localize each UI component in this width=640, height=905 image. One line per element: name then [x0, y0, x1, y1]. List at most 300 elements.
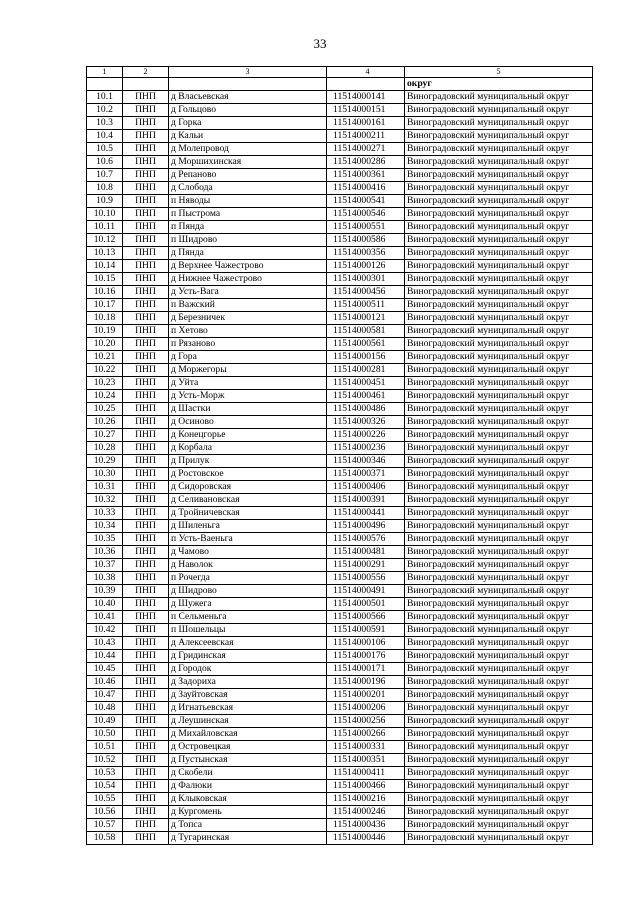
row-number-cell: 10.9: [87, 195, 123, 208]
municipality-cell: Виноградовский муниципальный округ: [405, 572, 593, 585]
settlement-name-cell: д Кургомень: [169, 806, 327, 819]
settlement-name-cell: д Тугаринская: [169, 832, 327, 845]
municipality-cell: Виноградовский муниципальный округ: [405, 442, 593, 455]
type-cell: ПНП: [123, 156, 169, 169]
type-cell: ПНП: [123, 819, 169, 832]
type-cell: ПНП: [123, 442, 169, 455]
municipality-cell: Виноградовский муниципальный округ: [405, 221, 593, 234]
row-number-cell: 10.55: [87, 793, 123, 806]
municipality-cell: Виноградовский муниципальный округ: [405, 351, 593, 364]
settlement-name-cell: д Нижнее Чажестрово: [169, 273, 327, 286]
oktmo-code-cell: 11514000466: [327, 780, 405, 793]
row-number-cell: 10.17: [87, 299, 123, 312]
row-number-cell: 10.19: [87, 325, 123, 338]
continuation-okrug-text: округ: [405, 78, 593, 91]
table-row: [87, 351, 593, 364]
municipality-cell: Виноградовский муниципальный округ: [405, 377, 593, 390]
settlement-name-cell: д Гольцово: [169, 104, 327, 117]
type-cell: ПНП: [123, 104, 169, 117]
row-number-cell: 10.28: [87, 442, 123, 455]
oktmo-code-cell: 11514000541: [327, 195, 405, 208]
oktmo-code-cell: 11514000121: [327, 312, 405, 325]
municipality-cell: Виноградовский муниципальный округ: [405, 598, 593, 611]
table-row: [87, 390, 593, 403]
settlement-name-cell: д Игнатьевская: [169, 702, 327, 715]
municipality-cell: Виноградовский муниципальный округ: [405, 663, 593, 676]
municipality-cell: Виноградовский муниципальный округ: [405, 130, 593, 143]
type-cell: ПНП: [123, 286, 169, 299]
oktmo-code-cell: 11514000481: [327, 546, 405, 559]
table-row: [87, 650, 593, 663]
settlement-name-cell: д Конецгорье: [169, 429, 327, 442]
header-col-3: 3: [169, 67, 327, 78]
table-row: [87, 182, 593, 195]
table-row: [87, 416, 593, 429]
type-cell: ПНП: [123, 585, 169, 598]
row-number-cell: 10.47: [87, 689, 123, 702]
table-row: [87, 689, 593, 702]
municipality-cell: Виноградовский муниципальный округ: [405, 702, 593, 715]
oktmo-code-cell: 11514000236: [327, 442, 405, 455]
table-row: [87, 377, 593, 390]
table-row: [87, 598, 593, 611]
settlement-name-cell: д Усть-Морж: [169, 390, 327, 403]
settlement-name-cell: д Горка: [169, 117, 327, 130]
oktmo-code-cell: 11514000331: [327, 741, 405, 754]
settlement-name-cell: д Шужега: [169, 598, 327, 611]
municipality-cell: Виноградовский муниципальный округ: [405, 429, 593, 442]
municipality-cell: Виноградовский муниципальный округ: [405, 312, 593, 325]
row-number-cell: 10.29: [87, 455, 123, 468]
row-number-cell: 10.2: [87, 104, 123, 117]
type-cell: ПНП: [123, 364, 169, 377]
settlement-name-cell: д Березничек: [169, 312, 327, 325]
municipality-cell: Виноградовский муниципальный округ: [405, 676, 593, 689]
settlement-name-cell: д Селивановская: [169, 494, 327, 507]
municipality-cell: Виноградовский муниципальный округ: [405, 559, 593, 572]
row-number-cell: 10.26: [87, 416, 123, 429]
row-number-cell: 10.32: [87, 494, 123, 507]
table-row: [87, 325, 593, 338]
municipality-cell: Виноградовский муниципальный округ: [405, 767, 593, 780]
row-number-cell: 10.10: [87, 208, 123, 221]
row-number-cell: 10.11: [87, 221, 123, 234]
municipality-cell: Виноградовский муниципальный округ: [405, 689, 593, 702]
municipality-cell: Виноградовский муниципальный округ: [405, 169, 593, 182]
row-number-cell: 10.24: [87, 390, 123, 403]
table-row: [87, 169, 593, 182]
municipality-cell: Виноградовский муниципальный округ: [405, 793, 593, 806]
municipality-cell: Виноградовский муниципальный округ: [405, 182, 593, 195]
type-cell: ПНП: [123, 416, 169, 429]
municipality-cell: Виноградовский муниципальный округ: [405, 247, 593, 260]
settlement-name-cell: д Гора: [169, 351, 327, 364]
oktmo-code-cell: 11514000586: [327, 234, 405, 247]
table-row: [87, 728, 593, 741]
settlement-name-cell: д Пустынская: [169, 754, 327, 767]
settlement-name-cell: д Репаново: [169, 169, 327, 182]
oktmo-code-cell: 11514000161: [327, 117, 405, 130]
oktmo-code-cell: 11514000256: [327, 715, 405, 728]
row-number-cell: 10.5: [87, 143, 123, 156]
row-number-cell: 10.7: [87, 169, 123, 182]
oktmo-code-cell: 11514000126: [327, 260, 405, 273]
settlement-name-cell: д Моржегоры: [169, 364, 327, 377]
type-cell: ПНП: [123, 598, 169, 611]
settlement-name-cell: д Клыковская: [169, 793, 327, 806]
type-cell: ПНП: [123, 117, 169, 130]
row-number-cell: 10.16: [87, 286, 123, 299]
row-number-cell: 10.39: [87, 585, 123, 598]
settlement-name-cell: п Хетово: [169, 325, 327, 338]
municipality-cell: Виноградовский муниципальный округ: [405, 91, 593, 104]
table-row: [87, 715, 593, 728]
row-number-cell: 10.4: [87, 130, 123, 143]
oktmo-code-cell: 11514000451: [327, 377, 405, 390]
type-cell: ПНП: [123, 260, 169, 273]
oktmo-code-cell: 11514000266: [327, 728, 405, 741]
table-row: [87, 572, 593, 585]
table-row: [87, 507, 593, 520]
header-col-1: 1: [87, 67, 123, 78]
settlement-name-cell: д Сидоровская: [169, 481, 327, 494]
row-number-cell: 10.30: [87, 468, 123, 481]
document-table: [86, 66, 593, 845]
table-row: [87, 780, 593, 793]
table-row: [87, 676, 593, 689]
row-number-cell: 10.20: [87, 338, 123, 351]
row-number-cell: 10.54: [87, 780, 123, 793]
settlement-name-cell: д Зауйтовская: [169, 689, 327, 702]
settlement-name-cell: д Михайловская: [169, 728, 327, 741]
settlement-name-cell: п Пянда: [169, 221, 327, 234]
oktmo-code-cell: 11514000461: [327, 390, 405, 403]
column-number-header: [87, 67, 593, 78]
settlement-name-cell: п Пыстрома: [169, 208, 327, 221]
settlement-name-cell: д Гридинская: [169, 650, 327, 663]
type-cell: ПНП: [123, 195, 169, 208]
row-number-cell: 10.38: [87, 572, 123, 585]
table-row: [87, 702, 593, 715]
table-row: [87, 221, 593, 234]
settlement-name-cell: д Шиленьга: [169, 520, 327, 533]
type-cell: ПНП: [123, 312, 169, 325]
settlement-name-cell: д Городок: [169, 663, 327, 676]
settlement-name-cell: д Леушинская: [169, 715, 327, 728]
oktmo-code-cell: 11514000416: [327, 182, 405, 195]
settlement-name-cell: д Кальи: [169, 130, 327, 143]
table-row: [87, 156, 593, 169]
municipality-cell: Виноградовский муниципальный округ: [405, 611, 593, 624]
row-number-cell: 10.1: [87, 91, 123, 104]
settlement-name-cell: д Чамово: [169, 546, 327, 559]
settlement-name-cell: п Шошельцы: [169, 624, 327, 637]
table-row: [87, 208, 593, 221]
type-cell: ПНП: [123, 520, 169, 533]
settlement-name-cell: д Ростовское: [169, 468, 327, 481]
municipality-cell: Виноградовский муниципальный округ: [405, 234, 593, 247]
type-cell: ПНП: [123, 728, 169, 741]
oktmo-code-cell: 11514000561: [327, 338, 405, 351]
municipality-cell: Виноградовский муниципальный округ: [405, 208, 593, 221]
oktmo-code-cell: 11514000501: [327, 598, 405, 611]
oktmo-code-cell: 11514000246: [327, 806, 405, 819]
settlement-name-cell: д Скобели: [169, 767, 327, 780]
type-cell: ПНП: [123, 247, 169, 260]
row-number-cell: 10.52: [87, 754, 123, 767]
row-number-cell: 10.14: [87, 260, 123, 273]
oktmo-code-cell: 11514000141: [327, 91, 405, 104]
municipality-cell: Виноградовский муниципальный округ: [405, 728, 593, 741]
type-cell: ПНП: [123, 702, 169, 715]
type-cell: ПНП: [123, 299, 169, 312]
oktmo-code-cell: 11514000496: [327, 520, 405, 533]
row-number-cell: 10.49: [87, 715, 123, 728]
table-row: [87, 234, 593, 247]
row-number-cell: 10.42: [87, 624, 123, 637]
type-cell: ПНП: [123, 780, 169, 793]
type-cell: ПНП: [123, 663, 169, 676]
type-cell: ПНП: [123, 169, 169, 182]
municipality-cell: Виноградовский муниципальный округ: [405, 637, 593, 650]
municipality-cell: Виноградовский муниципальный округ: [405, 195, 593, 208]
continuation-row: [87, 78, 593, 91]
type-cell: ПНП: [123, 130, 169, 143]
row-number-cell: 10.15: [87, 273, 123, 286]
row-number-cell: 10.12: [87, 234, 123, 247]
oktmo-code-cell: 11514000176: [327, 650, 405, 663]
type-cell: ПНП: [123, 429, 169, 442]
table-row: [87, 130, 593, 143]
table-row: [87, 91, 593, 104]
oktmo-code-cell: 11514000301: [327, 273, 405, 286]
settlement-name-cell: д Власьевская: [169, 91, 327, 104]
settlement-name-cell: д Моршихинская: [169, 156, 327, 169]
oktmo-code-cell: 11514000446: [327, 832, 405, 845]
settlement-name-cell: д Усть-Вага: [169, 286, 327, 299]
municipality-cell: Виноградовский муниципальный округ: [405, 416, 593, 429]
oktmo-code-cell: 11514000576: [327, 533, 405, 546]
oktmo-code-cell: 11514000351: [327, 754, 405, 767]
table-row: [87, 663, 593, 676]
municipality-cell: Виноградовский муниципальный округ: [405, 780, 593, 793]
oktmo-code-cell: 11514000391: [327, 494, 405, 507]
table-row: [87, 286, 593, 299]
header-col-5: 5: [405, 67, 593, 78]
type-cell: ПНП: [123, 481, 169, 494]
municipality-cell: Виноградовский муниципальный округ: [405, 325, 593, 338]
oktmo-code-cell: 11514000361: [327, 169, 405, 182]
oktmo-code-cell: 11514000441: [327, 507, 405, 520]
oktmo-code-cell: 11514000581: [327, 325, 405, 338]
type-cell: ПНП: [123, 637, 169, 650]
type-cell: ПНП: [123, 507, 169, 520]
oktmo-code-cell: 11514000371: [327, 468, 405, 481]
settlement-name-cell: д Молепровод: [169, 143, 327, 156]
type-cell: ПНП: [123, 806, 169, 819]
table-row: [87, 611, 593, 624]
type-cell: ПНП: [123, 221, 169, 234]
row-number-cell: 10.58: [87, 832, 123, 845]
municipality-cell: Виноградовский муниципальный округ: [405, 507, 593, 520]
settlement-name-cell: д Шастки: [169, 403, 327, 416]
row-number-cell: 10.43: [87, 637, 123, 650]
table-row: [87, 520, 593, 533]
municipality-cell: Виноградовский муниципальный округ: [405, 403, 593, 416]
type-cell: ПНП: [123, 208, 169, 221]
municipality-cell: Виноградовский муниципальный округ: [405, 481, 593, 494]
type-cell: ПНП: [123, 650, 169, 663]
table-row: [87, 494, 593, 507]
row-number-cell: 10.25: [87, 403, 123, 416]
municipality-cell: Виноградовский муниципальный округ: [405, 806, 593, 819]
continuation-cell-1: [87, 78, 123, 91]
settlement-name-cell: д Шидрово: [169, 585, 327, 598]
table-row: [87, 819, 593, 832]
row-number-cell: 10.23: [87, 377, 123, 390]
type-cell: ПНП: [123, 390, 169, 403]
row-number-cell: 10.27: [87, 429, 123, 442]
oktmo-code-cell: 11514000211: [327, 130, 405, 143]
table-row: [87, 195, 593, 208]
settlement-name-cell: п Шидрово: [169, 234, 327, 247]
municipality-cell: Виноградовский муниципальный округ: [405, 338, 593, 351]
row-number-cell: 10.18: [87, 312, 123, 325]
settlement-name-cell: п Важский: [169, 299, 327, 312]
settlement-name-cell: п Рязаново: [169, 338, 327, 351]
row-number-cell: 10.56: [87, 806, 123, 819]
municipality-cell: Виноградовский муниципальный округ: [405, 650, 593, 663]
table-row: [87, 442, 593, 455]
table-row: [87, 312, 593, 325]
settlement-name-cell: д Осиново: [169, 416, 327, 429]
table-row: [87, 637, 593, 650]
municipality-cell: Виноградовский муниципальный округ: [405, 494, 593, 507]
municipality-cell: Виноградовский муниципальный округ: [405, 832, 593, 845]
header-col-4: 4: [327, 67, 405, 78]
municipality-cell: Виноградовский муниципальный округ: [405, 624, 593, 637]
table-body: [87, 67, 593, 845]
row-number-cell: 10.40: [87, 598, 123, 611]
oktmo-code-cell: 11514000156: [327, 351, 405, 364]
municipality-cell: Виноградовский муниципальный округ: [405, 741, 593, 754]
municipality-cell: Виноградовский муниципальный округ: [405, 455, 593, 468]
type-cell: ПНП: [123, 377, 169, 390]
type-cell: ПНП: [123, 403, 169, 416]
municipality-cell: Виноградовский муниципальный округ: [405, 585, 593, 598]
municipality-cell: Виноградовский муниципальный округ: [405, 104, 593, 117]
municipality-cell: Виноградовский муниципальный округ: [405, 156, 593, 169]
type-cell: ПНП: [123, 754, 169, 767]
row-number-cell: 10.50: [87, 728, 123, 741]
type-cell: ПНП: [123, 143, 169, 156]
continuation-cell-2: [123, 78, 169, 91]
municipality-cell: Виноградовский муниципальный округ: [405, 273, 593, 286]
oktmo-code-cell: 11514000151: [327, 104, 405, 117]
oktmo-code-cell: 11514000346: [327, 455, 405, 468]
table-row: [87, 481, 593, 494]
row-number-cell: 10.21: [87, 351, 123, 364]
oktmo-code-cell: 11514000551: [327, 221, 405, 234]
municipality-cell: Виноградовский муниципальный округ: [405, 299, 593, 312]
oktmo-code-cell: 11514000226: [327, 429, 405, 442]
row-number-cell: 10.44: [87, 650, 123, 663]
municipality-cell: Виноградовский муниципальный округ: [405, 715, 593, 728]
municipality-cell: Виноградовский муниципальный округ: [405, 117, 593, 130]
oktmo-code-cell: 11514000486: [327, 403, 405, 416]
row-number-cell: 10.6: [87, 156, 123, 169]
settlement-name-cell: д Пянда: [169, 247, 327, 260]
type-cell: ПНП: [123, 741, 169, 754]
oktmo-code-cell: 11514000291: [327, 559, 405, 572]
type-cell: ПНП: [123, 338, 169, 351]
type-cell: ПНП: [123, 325, 169, 338]
oktmo-code-cell: 11514000286: [327, 156, 405, 169]
type-cell: ПНП: [123, 351, 169, 364]
municipality-cell: Виноградовский муниципальный округ: [405, 143, 593, 156]
settlement-name-cell: д Задориха: [169, 676, 327, 689]
row-number-cell: 10.46: [87, 676, 123, 689]
row-number-cell: 10.48: [87, 702, 123, 715]
oktmo-code-cell: 11514000326: [327, 416, 405, 429]
type-cell: ПНП: [123, 611, 169, 624]
table-row: [87, 455, 593, 468]
row-number-cell: 10.8: [87, 182, 123, 195]
row-number-cell: 10.51: [87, 741, 123, 754]
table-row: [87, 741, 593, 754]
oktmo-code-cell: 11514000171: [327, 663, 405, 676]
oktmo-code-cell: 11514000511: [327, 299, 405, 312]
municipality-cell: Виноградовский муниципальный округ: [405, 390, 593, 403]
table-row: [87, 624, 593, 637]
table-row: [87, 793, 593, 806]
oktmo-code-cell: 11514000566: [327, 611, 405, 624]
table-row: [87, 117, 593, 130]
table-row: [87, 546, 593, 559]
municipality-cell: Виноградовский муниципальный округ: [405, 754, 593, 767]
settlement-name-cell: д Прилук: [169, 455, 327, 468]
type-cell: ПНП: [123, 689, 169, 702]
oktmo-code-cell: 11514000196: [327, 676, 405, 689]
row-number-cell: 10.57: [87, 819, 123, 832]
type-cell: ПНП: [123, 832, 169, 845]
table-row: [87, 364, 593, 377]
settlement-name-cell: д Фалюки: [169, 780, 327, 793]
oktmo-code-cell: 11514000491: [327, 585, 405, 598]
oktmo-code-cell: 11514000436: [327, 819, 405, 832]
oktmo-code-cell: 11514000411: [327, 767, 405, 780]
table-row: [87, 806, 593, 819]
continuation-cell-4: [327, 78, 405, 91]
table-row: [87, 403, 593, 416]
settlement-name-cell: д Наволок: [169, 559, 327, 572]
municipality-cell: Виноградовский муниципальный округ: [405, 520, 593, 533]
table-row: [87, 429, 593, 442]
type-cell: ПНП: [123, 91, 169, 104]
table-row: [87, 299, 593, 312]
oktmo-code-cell: 11514000206: [327, 702, 405, 715]
oktmo-code-cell: 11514000216: [327, 793, 405, 806]
type-cell: ПНП: [123, 468, 169, 481]
table-row: [87, 754, 593, 767]
municipality-cell: Виноградовский муниципальный округ: [405, 286, 593, 299]
type-cell: ПНП: [123, 533, 169, 546]
table-row: [87, 585, 593, 598]
municipality-cell: Виноградовский муниципальный округ: [405, 260, 593, 273]
type-cell: ПНП: [123, 494, 169, 507]
row-number-cell: 10.33: [87, 507, 123, 520]
row-number-cell: 10.41: [87, 611, 123, 624]
